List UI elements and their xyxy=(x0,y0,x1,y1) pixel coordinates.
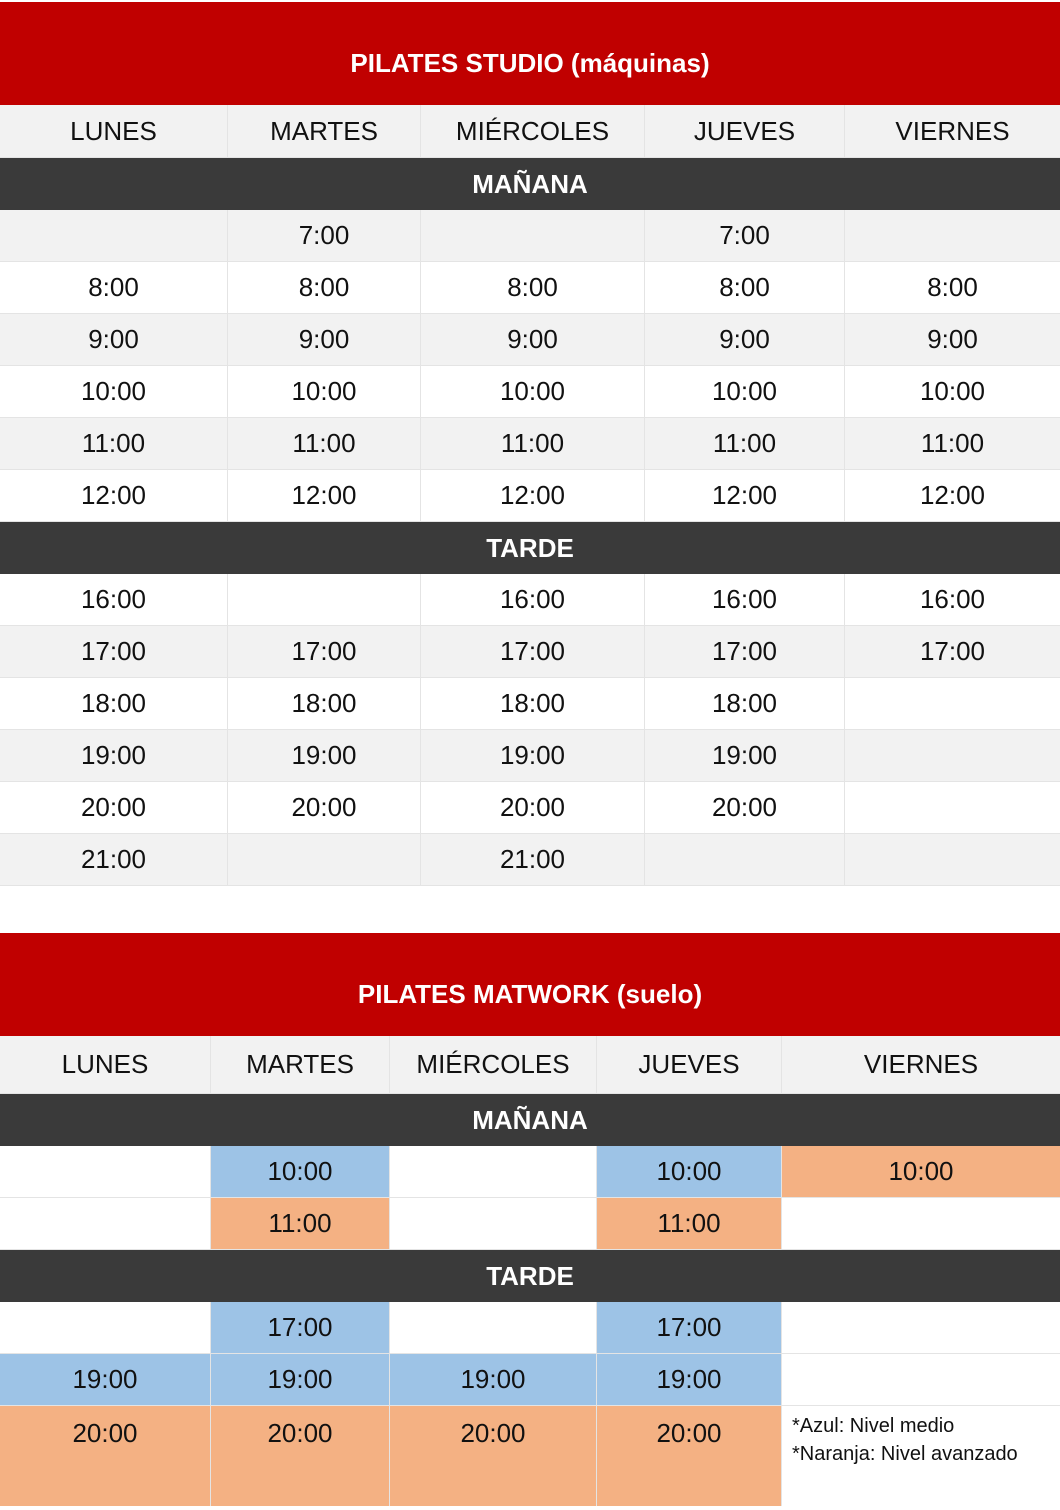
time-cell xyxy=(0,210,228,261)
studio-row xyxy=(0,574,1060,626)
time-cell: 11:00 xyxy=(0,418,228,469)
studio-title: PILATES STUDIO (máquinas) xyxy=(0,2,1060,105)
time-cell: 20:00 xyxy=(597,1406,782,1506)
day-header: JUEVES xyxy=(645,105,845,157)
time-cell: 16:00 xyxy=(421,574,645,625)
time-cell: 17:00 xyxy=(919,636,986,666)
time-cell: 16:00 xyxy=(0,574,228,625)
time-cell: 10:00 xyxy=(782,1146,1060,1197)
matwork-title: PILATES MATWORK (suelo) xyxy=(0,933,1060,1036)
studio-row xyxy=(0,730,1060,782)
time-cell xyxy=(390,1198,597,1249)
legend-blue: *Azul: Nivel medio xyxy=(792,1415,955,1437)
day-header: LUNES xyxy=(0,1036,211,1093)
studio-row xyxy=(0,626,1060,678)
time-cell xyxy=(228,574,421,625)
level-legend xyxy=(782,1406,1060,1506)
day-header: MARTES xyxy=(228,105,421,157)
time-cell: 9:00 xyxy=(645,314,845,365)
time-cell: 20:00 xyxy=(390,1406,597,1506)
time-cell: 20:00 xyxy=(0,1406,211,1506)
time-cell: 20:00 xyxy=(645,782,845,833)
time-cell xyxy=(845,730,1060,781)
time-cell: 7:00 xyxy=(228,210,421,261)
studio-row xyxy=(0,262,1060,314)
time-cell xyxy=(782,1354,1060,1405)
time-cell xyxy=(845,834,1060,885)
time-cell: 8:00 xyxy=(421,262,645,313)
studio-row xyxy=(0,210,1060,262)
time-cell: 17:00 xyxy=(597,1302,782,1353)
matwork-schedule-table xyxy=(0,933,1060,1506)
time-cell xyxy=(782,1302,1060,1353)
time-cell xyxy=(390,1302,597,1353)
time-cell xyxy=(228,834,421,885)
matwork-row xyxy=(0,1198,1060,1250)
time-cell: 18:00 xyxy=(645,678,845,729)
day-header: VIERNES xyxy=(895,115,1010,146)
time-cell xyxy=(0,1302,211,1353)
time-cell: 19:00 xyxy=(228,730,421,781)
time-cell: 10:00 xyxy=(228,366,421,417)
matwork-row xyxy=(0,1146,1060,1198)
time-cell xyxy=(645,834,845,885)
studio-row xyxy=(0,470,1060,522)
time-cell: 17:00 xyxy=(228,626,421,677)
time-cell: 21:00 xyxy=(0,834,228,885)
time-cell: 11:00 xyxy=(597,1198,782,1249)
time-cell: 10:00 xyxy=(0,366,228,417)
day-header: VIERNES xyxy=(863,1049,979,1079)
time-cell: 19:00 xyxy=(597,1354,782,1405)
time-cell: 19:00 xyxy=(645,730,845,781)
time-cell: 20:00 xyxy=(228,782,421,833)
studio-row xyxy=(0,678,1060,730)
time-cell: 10:00 xyxy=(645,366,845,417)
time-cell: 9:00 xyxy=(0,314,228,365)
time-cell: 10:00 xyxy=(919,376,986,406)
matwork-row xyxy=(0,1406,1060,1506)
day-header: MARTES xyxy=(211,1036,390,1093)
time-cell: 21:00 xyxy=(421,834,645,885)
time-cell: 12:00 xyxy=(228,470,421,521)
day-header: JUEVES xyxy=(597,1036,782,1093)
time-cell xyxy=(845,210,1060,261)
time-cell: 17:00 xyxy=(211,1302,390,1353)
time-cell: 19:00 xyxy=(421,730,645,781)
time-cell: 18:00 xyxy=(421,678,645,729)
studio-morning-section: MAÑANA xyxy=(0,158,1060,210)
time-cell: 16:00 xyxy=(919,584,986,614)
time-cell: 19:00 xyxy=(211,1354,390,1405)
matwork-afternoon-section: TARDE xyxy=(0,1250,1060,1302)
studio-days-header xyxy=(0,105,1060,158)
time-cell xyxy=(845,782,1060,833)
time-cell: 8:00 xyxy=(927,272,978,302)
time-cell: 9:00 xyxy=(927,324,978,354)
matwork-morning-section: MAÑANA xyxy=(0,1094,1060,1146)
day-header: MIÉRCOLES xyxy=(421,105,645,157)
time-cell: 20:00 xyxy=(0,782,228,833)
time-cell: 8:00 xyxy=(645,262,845,313)
studio-afternoon-section: TARDE xyxy=(0,522,1060,574)
day-header: MIÉRCOLES xyxy=(390,1036,597,1093)
time-cell: 19:00 xyxy=(0,730,228,781)
time-cell: 12:00 xyxy=(421,470,645,521)
legend-orange: *Naranja: Nivel avanzado xyxy=(792,1443,1018,1465)
time-cell: 9:00 xyxy=(421,314,645,365)
time-cell: 11:00 xyxy=(920,428,985,458)
time-cell: 12:00 xyxy=(919,480,986,510)
time-cell: 11:00 xyxy=(645,418,845,469)
studio-row xyxy=(0,366,1060,418)
time-cell xyxy=(845,678,1060,729)
time-cell: 7:00 xyxy=(645,210,845,261)
time-cell: 19:00 xyxy=(390,1354,597,1405)
time-cell xyxy=(782,1198,1060,1249)
studio-afternoon-rows xyxy=(0,574,1060,886)
time-cell xyxy=(390,1146,597,1197)
time-cell xyxy=(421,210,645,261)
time-cell: 8:00 xyxy=(0,262,228,313)
time-cell: 20:00 xyxy=(421,782,645,833)
time-cell xyxy=(0,1146,211,1197)
time-cell: 19:00 xyxy=(0,1354,211,1405)
studio-schedule-table xyxy=(0,2,1060,886)
time-cell: 16:00 xyxy=(645,574,845,625)
matwork-row xyxy=(0,1302,1060,1354)
time-cell: 12:00 xyxy=(645,470,845,521)
time-cell: 20:00 xyxy=(211,1406,390,1506)
time-cell: 17:00 xyxy=(645,626,845,677)
time-cell: 10:00 xyxy=(421,366,645,417)
time-cell: 11:00 xyxy=(421,418,645,469)
matwork-days-header xyxy=(0,1036,1060,1094)
time-cell: 10:00 xyxy=(597,1146,782,1197)
studio-morning-rows xyxy=(0,210,1060,522)
time-cell: 10:00 xyxy=(211,1146,390,1197)
time-cell: 18:00 xyxy=(0,678,228,729)
studio-row xyxy=(0,834,1060,886)
time-cell: 9:00 xyxy=(228,314,421,365)
studio-row xyxy=(0,782,1060,834)
time-cell: 8:00 xyxy=(228,262,421,313)
time-cell: 17:00 xyxy=(421,626,645,677)
studio-row xyxy=(0,314,1060,366)
time-cell: 11:00 xyxy=(211,1198,390,1249)
time-cell: 17:00 xyxy=(0,626,228,677)
matwork-row xyxy=(0,1354,1060,1406)
time-cell: 11:00 xyxy=(228,418,421,469)
studio-row xyxy=(0,418,1060,470)
time-cell: 18:00 xyxy=(228,678,421,729)
time-cell: 12:00 xyxy=(0,470,228,521)
day-header: LUNES xyxy=(0,105,228,157)
time-cell xyxy=(0,1198,211,1249)
